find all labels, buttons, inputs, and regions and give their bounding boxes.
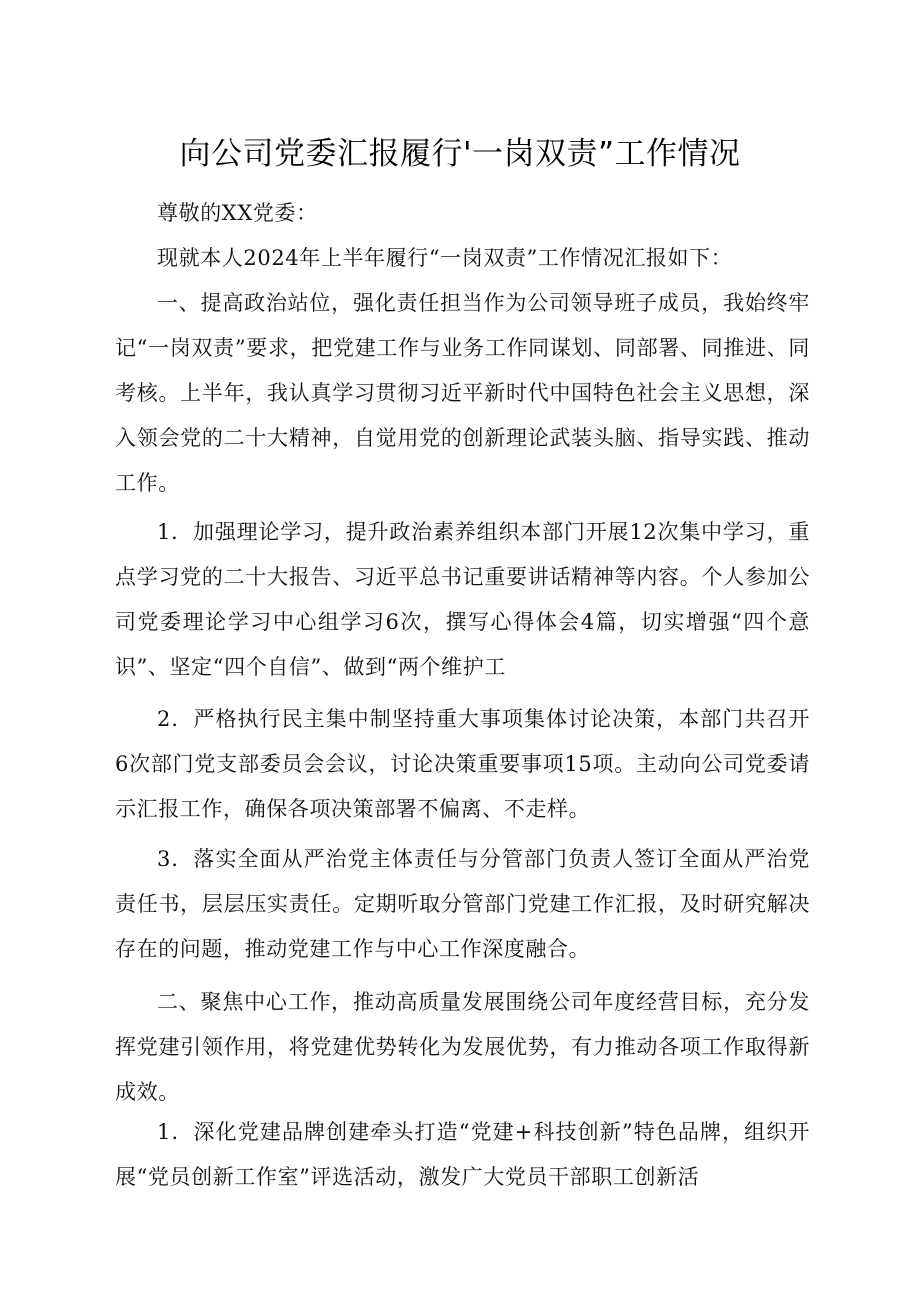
document-title: 向公司党委汇报履行'一岗双责”工作情况 — [179, 136, 741, 172]
paragraph-section-1: 一、提高政治站位，强化责任担当作为公司领导班子成员，我始终牢记“一岗双责”要求，把党建工作与业务工作同谋划、同部署、同推进、同考核。上半年，我认真学习贯彻习近平新时代中国特色社会主义思想，深入领会党的二十大精神，自觉用党的创新理论武装头脑、指导实践、推动工作。 — [115, 291, 810, 495]
paragraph-item-1-3: 3．落实全面从严治党主体责任与分管部门负责人签订全面从严治党责任书，层层压实责任。定期听取分管部门党建工作汇报，及时研究解决存在的问题，推动党建工作与中心工作深度融合。 — [115, 847, 810, 961]
paragraph-item-1-2: 2．严格执行民主集中制坚持重大事项集体讨论决策，本部门共召开6次部门党支部委员会会议，讨论决策重要事项15项。主动向公司党委请示汇报工作，确保各项决策部署不偏离、不走样。 — [115, 707, 810, 821]
paragraph-item-2-1: 1．深化党建品牌创建牵头打造“党建+科技创新”特色品牌，组织开展“党员创新工作室”评选活动，激发广大党员干部职工创新活 — [115, 1120, 810, 1189]
paragraph-section-2: 二、聚焦中心工作，推动高质量发展围绕公司年度经营目标，充分发挥党建引领作用，将党建优势转化为发展优势，有力推动各项工作取得新成效。 — [115, 990, 810, 1104]
paragraph-item-1-1: 1．加强理论学习，提升政治素养组织本部门开展12次集中学习，重点学习党的二十大报告、习近平总书记重要讲话精神等内容。个人参加公司党委理论学习中心组学习6次，撰写心得体会4篇，切实增强“四个意识”、坚定“四个自信”、做到“两个维护工 — [115, 520, 810, 679]
paragraph-intro: 现就本人2024年上半年履行“一岗双责”工作情况汇报如下： — [157, 246, 733, 270]
salutation: 尊敬的XX党委： — [157, 201, 318, 225]
